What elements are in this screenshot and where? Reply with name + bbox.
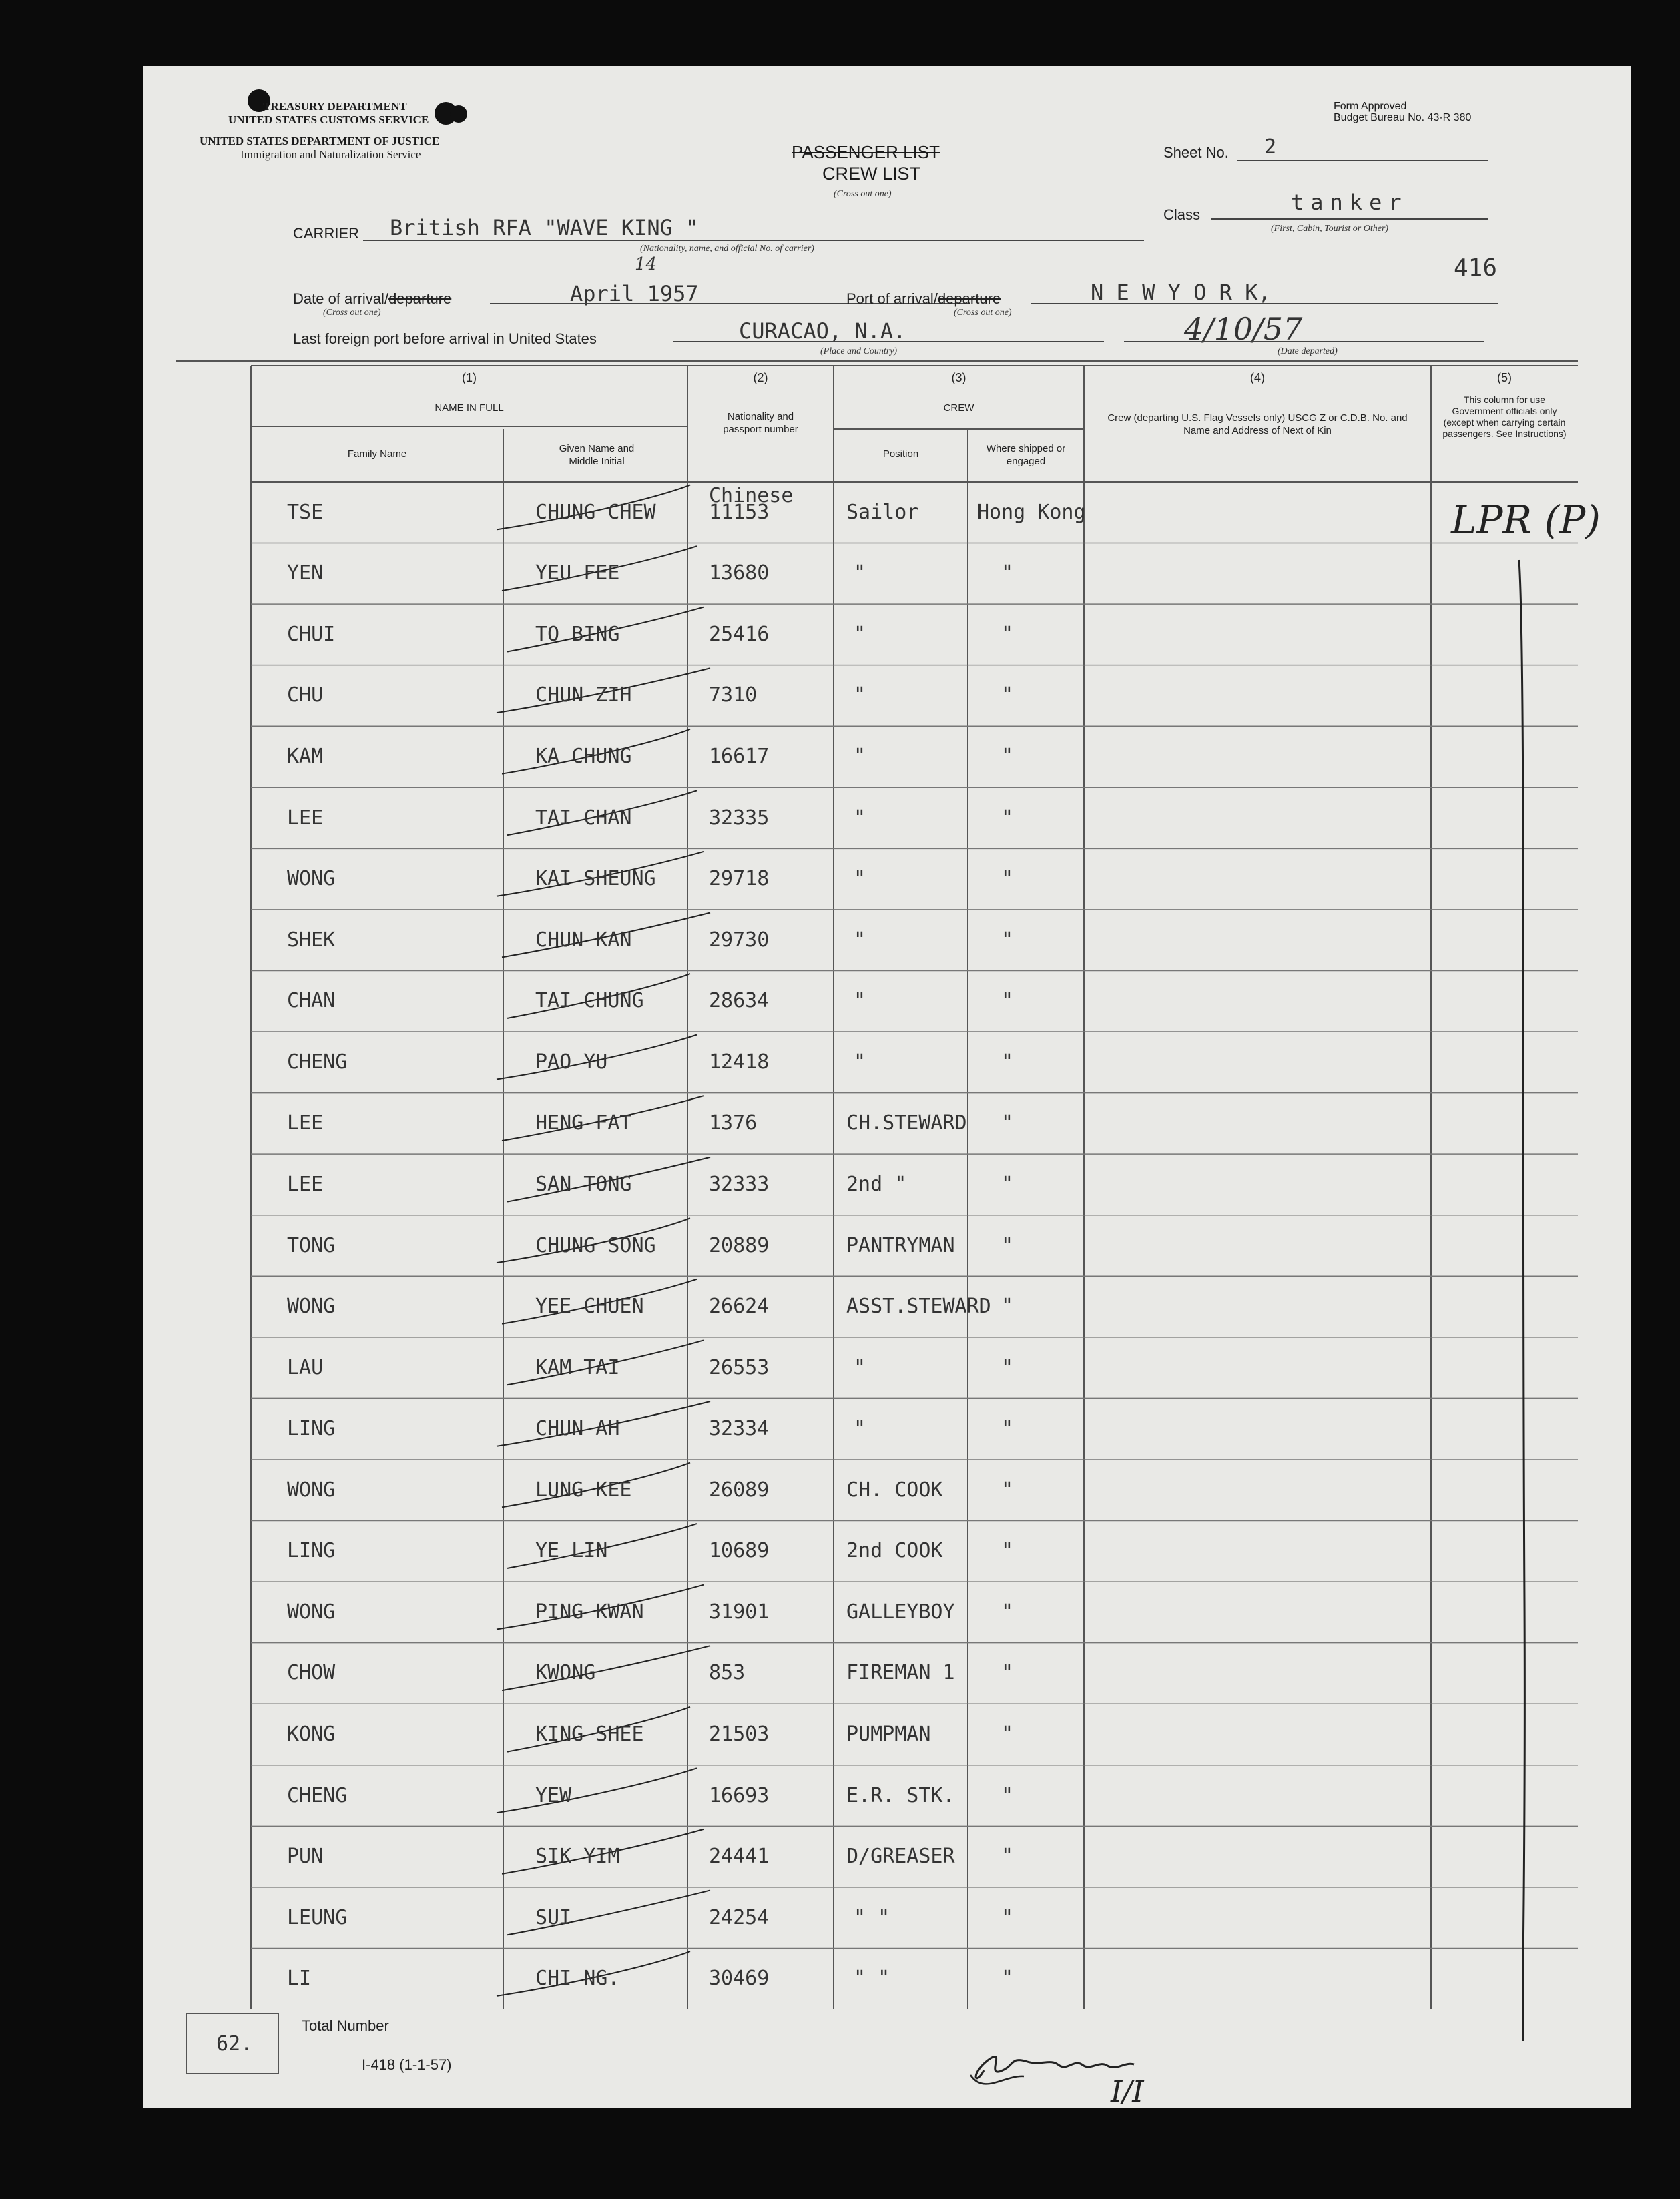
col3-title: CREW [943, 402, 974, 414]
cell-position: " [854, 745, 866, 769]
arrival-value: April 1957 [570, 281, 699, 306]
cell-passport: 32333 [709, 1172, 770, 1196]
cell-position: " [854, 1050, 866, 1074]
cell-position: CH.STEWARD [846, 1111, 967, 1135]
cell-given: HENG FAT [535, 1111, 632, 1135]
cell-family: LING [287, 1539, 336, 1563]
total-number-label: Total Number [302, 2017, 389, 2034]
cell-position: " [854, 989, 866, 1013]
agency-line-3: UNITED STATES DEPARTMENT OF JUSTICE [200, 135, 440, 147]
crew-list-title: CREW LIST [822, 164, 921, 184]
cell-given: PING KWAN [535, 1600, 644, 1624]
passenger-list-struck: PASSENGER LIST [792, 142, 940, 162]
form-approved: Form Approved [1334, 101, 1407, 112]
port-label-struck: departure [937, 290, 1001, 307]
cell-family: PUN [287, 1845, 324, 1869]
port-note: (Cross out one) [954, 308, 1012, 318]
cell-passport: 24254 [709, 1905, 770, 1929]
cell-shipped: " [1001, 1905, 1014, 1929]
cell-position: " " [854, 1905, 890, 1929]
cell-shipped: " [1001, 867, 1014, 891]
cell-family: LI [287, 1967, 312, 1991]
title-note: (Cross out one) [834, 189, 892, 199]
cell-given: YE LIN [535, 1539, 608, 1563]
cell-passport: 26089 [709, 1478, 770, 1502]
cell-passport: 16617 [709, 745, 770, 769]
cell-family: SHEK [287, 928, 336, 952]
cell-given: CHI NG. [535, 1967, 620, 1991]
cell-passport: 13680 [709, 561, 770, 585]
cell-passport: 32334 [709, 1417, 770, 1441]
cell-given: PAO YU [535, 1050, 608, 1074]
cell-given: KWONG [535, 1661, 596, 1685]
last-port-value: CURACAO, N.A. [739, 318, 906, 344]
cell-passport: 1376 [709, 1111, 758, 1135]
cell-passport: 30469 [709, 1967, 770, 1991]
agency-line-2: UNITED STATES CUSTOMS SERVICE [228, 113, 429, 126]
cell-given: LUNG KEE [535, 1478, 632, 1502]
cell-position: 2nd COOK [846, 1539, 943, 1563]
cell-passport: 12418 [709, 1050, 770, 1074]
cell-position: " [854, 928, 866, 952]
total-number-value: 62. [216, 2032, 253, 2056]
last-port-label: Last foreign port before arrival in United States [293, 330, 597, 347]
cell-family: LEE [287, 1111, 324, 1135]
class-label: Class [1163, 206, 1201, 223]
cell-position: GALLEYBOY [846, 1600, 955, 1624]
cell-given: YEE CHUEN [535, 1295, 644, 1319]
cell-position: FIREMAN 1 [846, 1661, 955, 1685]
cell-family: CHOW [287, 1661, 336, 1685]
cell-position: " [854, 806, 866, 830]
cell-passport: 7310 [709, 683, 758, 707]
cell-given: TAI CHUNG [535, 989, 644, 1013]
port-value: N E W Y O R K, [1091, 280, 1271, 305]
cell-shipped: " [1001, 683, 1014, 707]
cell-passport: 28634 [709, 989, 770, 1013]
cell-shipped: " [1001, 806, 1014, 830]
cell-shipped: " [1001, 1600, 1014, 1624]
cell-family: LAU [287, 1355, 324, 1379]
cell-shipped: " [1001, 1539, 1014, 1563]
arrival-label-struck: departure [388, 290, 452, 307]
cell-family: CHUI [287, 622, 336, 646]
cell-passport: 10689 [709, 1539, 770, 1563]
cell-family: KAM [287, 745, 324, 769]
sheet-no-value: 2 [1264, 135, 1277, 159]
cell-family: LEUNG [287, 1905, 348, 1929]
last-port-note: (Place and Country) [820, 346, 898, 356]
cell-shipped: " [1001, 1295, 1014, 1319]
cell-given: TO BING [535, 622, 620, 646]
class-value: tanker [1291, 190, 1408, 215]
cell-family: CHU [287, 683, 324, 707]
cell-passport: 25416 [709, 622, 770, 646]
cell-family: KONG [287, 1722, 336, 1746]
cell-given: CHUN ZIH [535, 683, 632, 707]
cell-position: PUMPMAN [846, 1722, 931, 1746]
cell-family: WONG [287, 1295, 336, 1319]
cell-passport: 11153 [709, 500, 770, 524]
cell-family: LEE [287, 806, 324, 830]
cell-position: PANTRYMAN [846, 1233, 955, 1257]
col2-title: Nationality and passport number [723, 411, 798, 435]
carrier-value: British RFA "WAVE KING " [390, 215, 699, 240]
carrier-label: CARRIER [293, 225, 360, 242]
cell-passport: 26553 [709, 1355, 770, 1379]
cell-passport: 24441 [709, 1845, 770, 1869]
col5-number: (5) [1497, 371, 1512, 384]
cell-family: YEN [287, 561, 324, 585]
cell-family: CHENG [287, 1783, 348, 1807]
crew-list-form [143, 66, 1631, 2108]
cell-passport: 20889 [709, 1233, 770, 1257]
cell-shipped: " [1001, 1722, 1014, 1746]
cell-shipped: Hong Kong [977, 500, 1086, 524]
cell-passport: 32335 [709, 806, 770, 830]
cell-passport: 31901 [709, 1600, 770, 1624]
agency-line-4: Immigration and Naturalization Service [240, 148, 421, 161]
cell-shipped: " [1001, 1417, 1014, 1441]
sheet-no-label: Sheet No. [1163, 144, 1229, 161]
cell-position: " " [854, 1967, 890, 1991]
cell-position: CH. COOK [846, 1478, 943, 1502]
cell-given: YEW [535, 1783, 572, 1807]
arrival-note: (Cross out one) [323, 308, 381, 318]
cell-shipped: " [1001, 561, 1014, 585]
cell-given: CHUN KAN [535, 928, 632, 952]
cell-passport: 26624 [709, 1295, 770, 1319]
col-position: Position [882, 448, 919, 460]
form-number: I-418 (1-1-57) [362, 2056, 452, 2073]
cell-shipped: " [1001, 1783, 1014, 1807]
col1-number: (1) [462, 371, 477, 384]
cell-given: KAM TAI [535, 1355, 620, 1379]
arrival-label-text: Date of arrival/ [293, 290, 389, 307]
date-departed-note: (Date departed) [1278, 346, 1338, 356]
col2-number: (2) [753, 371, 768, 384]
cell-given: SAN TONG [535, 1172, 632, 1196]
cell-family: WONG [287, 867, 336, 891]
agency-line-1: TREASURY DEPARTMENT [263, 100, 407, 113]
col5-title: This column for use Government officials only (except when carrying certain passengers. See Instructions) [1442, 394, 1567, 439]
cell-family: LEE [287, 1172, 324, 1196]
initials: I/I [1111, 2075, 1144, 2109]
cell-given: CHUNG CHEW [535, 500, 656, 524]
cell-given: SUI [535, 1905, 572, 1929]
cell-passport: 29730 [709, 928, 770, 952]
cell-position: 2nd " [846, 1172, 907, 1196]
cell-shipped: " [1001, 745, 1014, 769]
cell-shipped: " [1001, 1050, 1014, 1074]
col-where-shipped: Where shipped or engaged [986, 443, 1066, 467]
cell-family: CHAN [287, 989, 336, 1013]
cell-position: " [854, 1355, 866, 1379]
cell-given: SIK YIM [535, 1845, 620, 1869]
cell-passport: 29718 [709, 867, 770, 891]
arrival-handwritten-day: 14 [635, 254, 657, 274]
cell-shipped: " [1001, 1661, 1014, 1685]
cell-family: TONG [287, 1233, 336, 1257]
carrier-note: (Nationality, name, and official No. of carrier) [640, 244, 814, 254]
nationality-value: Chinese [709, 484, 794, 507]
cell-position: D/GREASER [846, 1845, 955, 1869]
cell-passport: 853 [709, 1661, 746, 1685]
cell-passport: 21503 [709, 1722, 770, 1746]
col4-number: (4) [1250, 371, 1265, 384]
cell-position: " [854, 1417, 866, 1441]
cell-given: KA CHUNG [535, 745, 632, 769]
cell-shipped: " [1001, 1845, 1014, 1869]
cell-shipped: " [1001, 622, 1014, 646]
cell-position: ASST.STEWARD [846, 1295, 991, 1319]
cell-shipped: " [1001, 1478, 1014, 1502]
col4-title: Crew (departing U.S. Flag Vessels only) USCG Z or C.D.B. No. and Name and Address of Next of Kin [1107, 412, 1408, 436]
stamp-number: 416 [1454, 254, 1498, 282]
cell-family: WONG [287, 1600, 336, 1624]
cell-given: CHUN AH [535, 1417, 620, 1441]
cell-shipped: " [1001, 1172, 1014, 1196]
budget-bureau-number: Budget Bureau No. 43-R 380 [1334, 112, 1472, 123]
cell-position: " [854, 867, 866, 891]
cell-position: E.R. STK. [846, 1783, 955, 1807]
cell-family: WONG [287, 1478, 336, 1502]
cell-shipped: " [1001, 928, 1014, 952]
port-label-text: Port of arrival/ [846, 290, 938, 307]
cell-given: TAI CHAN [535, 806, 632, 830]
cell-shipped: " [1001, 989, 1014, 1013]
cell-position: " [854, 683, 866, 707]
cell-shipped: " [1001, 1111, 1014, 1135]
cell-position: " [854, 561, 866, 585]
cell-shipped: " [1001, 1967, 1014, 1991]
cell-given: YEU FEE [535, 561, 620, 585]
col1-title: NAME IN FULL [435, 402, 504, 414]
cell-family: TSE [287, 500, 324, 524]
cell-shipped: " [1001, 1355, 1014, 1379]
col-given-name: Given Name and Middle Initial [559, 443, 635, 467]
cell-family: CHENG [287, 1050, 348, 1074]
lpr-annotation: LPR (P) [1451, 497, 1601, 543]
cell-passport: 16693 [709, 1783, 770, 1807]
cell-given: CHUNG SONG [535, 1233, 656, 1257]
cell-given: KING SHEE [535, 1722, 644, 1746]
cell-position: " [854, 622, 866, 646]
date-departed-value: 4/10/57 [1184, 311, 1303, 347]
cell-family: LING [287, 1417, 336, 1441]
cell-shipped: " [1001, 1233, 1014, 1257]
cell-given: KAI SHEUNG [535, 867, 656, 891]
cell-position: Sailor [846, 500, 919, 524]
col-family-name: Family Name [347, 448, 407, 460]
col3-number: (3) [951, 371, 966, 384]
class-note: (First, Cabin, Tourist or Other) [1271, 224, 1389, 234]
